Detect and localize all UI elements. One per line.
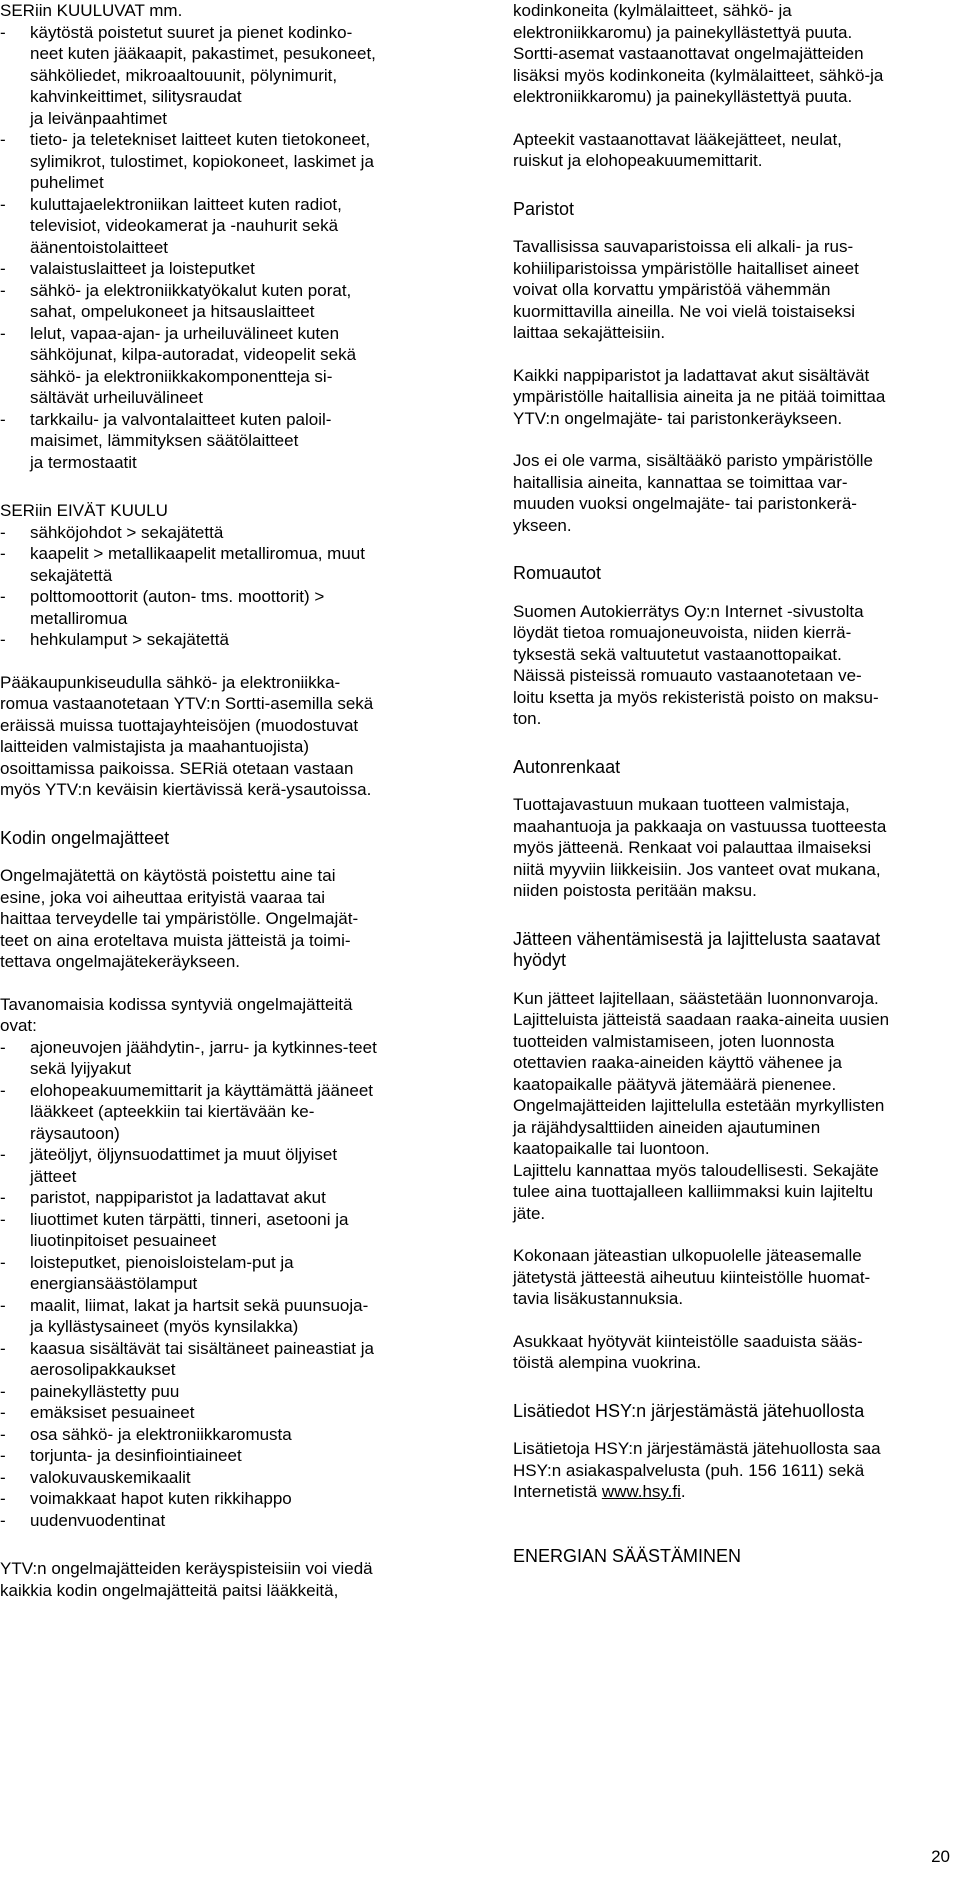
list-item-line: kahvinkeittimet, silitysraudat <box>30 87 242 106</box>
kodin-line: Ongelmajätettä on käytöstä poistettu aine tai <box>0 866 336 885</box>
list-item-text <box>30 280 440 323</box>
list-item-text <box>30 1252 440 1295</box>
top-line: Sortti-asemat vastaanottavat ongelmajätteiden <box>513 44 864 63</box>
dash-bullet: - <box>0 1446 6 1465</box>
list-item-line: ja termostaatit <box>30 452 137 472</box>
kodin-paragraph <box>0 865 440 973</box>
list-item-line: uudenvuodentinat <box>30 1510 166 1530</box>
kodin-line: haittaa terveydelle tai ympäristölle. Ongelmajät- <box>0 909 359 928</box>
list-item <box>0 323 440 409</box>
romuautot-paragraph <box>513 601 945 730</box>
kodin-line: esine, joka voi aiheuttaa erityistä vaaraa tai <box>0 887 326 907</box>
list-item <box>0 258 440 280</box>
dash-bullet: - <box>0 323 6 343</box>
list-item-text <box>30 1338 440 1381</box>
ser-eivat-title: SERiin EIVÄT KUULU <box>0 501 168 520</box>
autonrenkaat-line: niitä myyviin liikkeisiin. Jos vanteet ovat mukana, <box>513 859 881 879</box>
list-item <box>0 409 440 474</box>
paristot2-line: YTV:n ongelmajäte- tai paristonkeräykseen. <box>513 408 843 428</box>
paristot-paragraph-1 <box>513 236 945 344</box>
list-item-text <box>30 1424 440 1446</box>
list-item-text <box>30 1144 440 1187</box>
vahentaminen1-line: kaatopaikalle tai luontoon. <box>513 1139 710 1158</box>
list-item-line: tieto- ja teletekniset laitteet kuten tietokoneet, <box>30 130 371 149</box>
dash-bullet: - <box>0 280 6 300</box>
vahentaminen1-line: otettavien raaka-aineiden käyttö vähenee ja <box>513 1053 842 1072</box>
hsy-website-link[interactable]: www.hsy.fi <box>601 1482 681 1501</box>
list-item <box>0 129 440 194</box>
dash-bullet: - <box>0 1510 6 1530</box>
vahentaminen2-line: tavia lisäkustannuksia. <box>513 1289 684 1308</box>
paakaupunki-line: romua vastaanotetaan YTV:n Sortti-asemilla sekä <box>0 694 374 713</box>
list-item <box>0 1488 440 1510</box>
paristot1-line: laittaa sekajätteisiin. <box>513 323 666 342</box>
tavanomaisia-intro <box>0 994 440 1037</box>
list-item-text <box>30 1295 440 1338</box>
vahentaminen-paragraph-2 <box>513 1245 945 1310</box>
list-item-text <box>30 629 440 651</box>
list-item-text <box>30 1510 440 1532</box>
dash-bullet: - <box>0 522 6 542</box>
list-item-text <box>30 194 440 259</box>
list-item-line: sekajätettä <box>30 565 113 585</box>
paristot3-line: ykseen. <box>513 515 572 535</box>
autonrenkaat-line: Tuottajavastuun mukaan tuotteen valmistaja, <box>513 795 850 814</box>
list-item-line: sähköjohdot > sekajätettä <box>30 522 224 542</box>
lisatiedot-paragraph <box>513 1438 945 1481</box>
apteekit-paragraph <box>513 129 945 172</box>
left-column <box>0 0 440 1601</box>
list-item-line: sähköliedet, mikroaaltouunit, pölynimurit, <box>30 65 338 85</box>
vahentaminen-heading-line: hyödyt <box>513 950 567 970</box>
list-item-text <box>30 22 440 130</box>
vahentaminen-heading <box>513 929 945 972</box>
paristot-paragraph-3 <box>513 450 945 536</box>
dash-bullet: - <box>0 630 6 649</box>
list-item-line: käytöstä poistetut suuret ja pienet kodinko- <box>30 22 353 42</box>
paristot3-line: muuden vuoksi ongelmajäte- tai paristonkerä- <box>513 494 857 513</box>
kodin-line: tettava ongelmajätekeräykseen. <box>0 952 241 971</box>
dash-bullet: - <box>0 409 6 429</box>
vahentaminen-heading-line: Jätteen vähentämisestä ja lajittelusta saatavat <box>513 928 881 949</box>
vahentaminen1-line: Kun jätteet lajitellaan, säästetään luonnonvaroja. <box>513 988 879 1008</box>
list-item-line: kaasua sisältävät tai sisältäneet paineastiat ja <box>30 1338 374 1358</box>
list-item-line: liuottimet kuten tärpätti, tinneri, asetooni ja <box>30 1209 349 1229</box>
bottom-paragraph <box>0 1558 440 1601</box>
list-item-line: tarkkailu- ja valvontalaitteet kuten paloil- <box>30 409 332 429</box>
list-item-line: paristot, nappiparistot ja ladattavat akut <box>30 1188 326 1207</box>
list-item-line: jätteet <box>30 1166 77 1186</box>
list-item-line: televisiot, videokamerat ja -nauhurit sekä <box>30 216 339 235</box>
dash-bullet: - <box>0 1403 6 1422</box>
lisatiedot-line: Lisätietoja HSY:n järjestämästä jätehuollosta saa <box>513 1439 881 1458</box>
list-item <box>0 1381 440 1403</box>
vahentaminen1-line: tuotteiden valmistamiseen, joten luonnosta <box>513 1031 835 1051</box>
list-item-text <box>30 1488 440 1510</box>
romuautot-line: löydät tietoa romuajoneuvoista, niiden kierrä- <box>513 623 852 642</box>
list-item <box>0 1252 440 1295</box>
vahentaminen-paragraph-1 <box>513 988 945 1225</box>
list-item-line: ja kyllästysaineet (myös kynsilakka) <box>30 1317 299 1336</box>
list-item <box>0 1187 440 1209</box>
kodin-line: teet on aina eroteltava muista jätteistä ja toimi- <box>0 930 351 950</box>
list-item-line: sekä lyijyakut <box>30 1059 132 1078</box>
list-item <box>0 1037 440 1080</box>
lisatiedot-prefix: Internetistä <box>513 1482 602 1501</box>
list-item <box>0 1295 440 1338</box>
vahentaminen1-line: jäte. <box>513 1203 546 1223</box>
ser-eivat-list <box>0 522 440 651</box>
paristot1-line: kuormittavilla aineilla. Ne voi vielä toistaiseksi <box>513 301 856 321</box>
bottom-line: YTV:n ongelmajätteiden keräyspisteisiin voi viedä <box>0 1559 373 1578</box>
dash-bullet: - <box>0 587 6 606</box>
list-item-line: neet kuten jääkaapit, pakastimet, pesukoneet, <box>30 44 376 63</box>
lisatiedot-line: HSY:n asiakaspalvelusta (puh. 156 1611) sekä <box>513 1460 865 1480</box>
list-item-text <box>30 522 440 544</box>
list-item-text <box>30 1402 440 1424</box>
vahentaminen1-line: kaatopaikalle päätyvä jätemäärä pienenee. <box>513 1074 837 1094</box>
right-column <box>513 0 945 1567</box>
autonrenkaat-heading: Autonrenkaat <box>513 756 621 777</box>
list-item-line: sältävät urheiluvälineet <box>30 388 203 407</box>
list-item <box>0 280 440 323</box>
romuautot-line: ton. <box>513 709 542 728</box>
paakaupunki-line: osoittamissa paikoissa. SERiä otetaan vastaan <box>0 758 354 778</box>
list-item-line: loisteputket, pienoisloistelam-put ja <box>30 1252 294 1272</box>
ser-items-list <box>0 22 440 474</box>
dash-bullet: - <box>0 259 6 278</box>
list-item-text <box>30 1209 440 1252</box>
vahentaminen3-line: töistä alempina vuokrina. <box>513 1353 702 1372</box>
list-item-text <box>30 1080 440 1145</box>
paristot2-line: Kaikki nappiparistot ja ladattavat akut sisältävät <box>513 365 870 385</box>
vahentaminen1-line: Ongelmajätteiden lajittelulla estetään myrkyllisten <box>513 1096 885 1115</box>
list-item-line: sähkö- ja elektroniikkatyökalut kuten porat, <box>30 280 352 300</box>
list-item-text <box>30 1037 440 1080</box>
tavanomaisia-line: ovat: <box>0 1016 37 1035</box>
list-item-line: jäteöljyt, öljynsuodattimet ja muut öljyiset <box>30 1145 338 1164</box>
top-line: kodinkoneita (kylmälaitteet, sähkö- ja <box>513 1 792 20</box>
dash-bullet: - <box>0 22 6 42</box>
vahentaminen1-line: Lajittelu kannattaa myös taloudellisesti. Sekajäte <box>513 1160 879 1180</box>
autonrenkaat-paragraph <box>513 794 945 902</box>
list-item-line: maalit, liimat, lakat ja hartsit sekä puunsuoja- <box>30 1295 369 1315</box>
ser-kuuluvat-title: SERiin KUULUVAT mm. <box>0 1 183 20</box>
dash-bullet: - <box>0 1467 6 1487</box>
list-item-line: aerosolipakkaukset <box>30 1360 176 1379</box>
list-item-line: osa sähkö- ja elektroniikkaromusta <box>30 1424 292 1444</box>
romuautot-line: Suomen Autokierrätys Oy:n Internet -sivustolta <box>513 601 864 621</box>
ongelma-list <box>0 1037 440 1532</box>
list-item <box>0 194 440 259</box>
vahentaminen2-line: jätetystä jätteestä aiheutuu kiinteistölle huomat- <box>513 1267 871 1287</box>
list-item-line: räysautoon) <box>30 1123 120 1143</box>
autonrenkaat-line: maahantuoja ja pakkaaja on vastuussa tuotteesta <box>513 816 887 836</box>
dash-bullet: - <box>0 1037 6 1057</box>
dash-bullet: - <box>0 1338 6 1358</box>
dash-bullet: - <box>0 194 6 214</box>
energia-heading: ENERGIAN SÄÄSTÄMINEN <box>513 1545 742 1566</box>
paakaupunki-line: eräissä muissa tuottajayhteisöjen (muodostuvat <box>0 715 359 735</box>
paristot3-line: Jos ei ole varma, sisältääkö paristo ympäristölle <box>513 451 873 470</box>
paristot1-line: kohiiliparistoissa ympäristölle haitalliset aineet <box>513 258 859 278</box>
dash-bullet: - <box>0 130 6 149</box>
paristot1-line: voivat olla korvattu ympäristöä vähemmän <box>513 280 831 299</box>
list-item <box>0 1510 440 1532</box>
paristot-paragraph-2 <box>513 365 945 430</box>
list-item <box>0 586 440 629</box>
list-item <box>0 543 440 586</box>
tavanomaisia-line: Tavanomaisia kodissa syntyviä ongelmajätteitä <box>0 994 353 1014</box>
paakaupunki-paragraph <box>0 672 440 801</box>
list-item-text <box>30 543 440 586</box>
list-item-line: maisimet, lämmityksen säätölaitteet <box>30 431 299 450</box>
romuautot-line: loitu ksetta ja myös rekisteristä poisto on maksu- <box>513 687 879 707</box>
dash-bullet: - <box>0 1145 6 1164</box>
vahentaminen2-line: Kokonaan jäteastian ulkopuolelle jäteasemalle <box>513 1246 862 1265</box>
dash-bullet: - <box>0 1381 6 1401</box>
list-item-line: valokuvauskemikaalit <box>30 1467 191 1487</box>
list-item-line: painekyllästetty puu <box>30 1381 180 1401</box>
paakaupunki-line: Pääkaupunkiseudulla sähkö- ja elektroniikka- <box>0 672 341 692</box>
list-item-text <box>30 586 440 629</box>
list-item-line: äänentoistolaitteet <box>30 237 168 257</box>
autonrenkaat-line: myös jätteenä. Renkaat voi palauttaa ilmaiseksi <box>513 838 872 857</box>
list-item-line: torjunta- ja desinfiointiaineet <box>30 1446 242 1465</box>
list-item-text <box>30 1381 440 1403</box>
lisatiedot-last-line <box>513 1481 945 1503</box>
paristot-heading: Paristot <box>513 198 575 219</box>
list-item <box>0 1338 440 1381</box>
bottom-line: kaikkia kodin ongelmajätteitä paitsi lääkkeitä, <box>0 1580 339 1600</box>
list-item-line: kuluttajaelektroniikan laitteet kuten radiot, <box>30 194 342 214</box>
dash-bullet: - <box>0 1209 6 1229</box>
paristot2-line: ympäristölle haitallisia aineita ja ne pitää toimittaa <box>513 387 886 406</box>
vahentaminen3-line: Asukkaat hyötyvät kiinteistölle saaduista sääs- <box>513 1331 863 1351</box>
list-item <box>0 22 440 130</box>
list-item-line: hehkulamput > sekajätettä <box>30 630 229 649</box>
list-item-text <box>30 1187 440 1209</box>
vahentaminen1-line: tulee aina tuottajalleen kalliimmaksi kuin lajiteltu <box>513 1182 874 1201</box>
list-item <box>0 522 440 544</box>
list-item <box>0 1144 440 1187</box>
list-item-text <box>30 258 440 280</box>
lisatiedot-heading: Lisätiedot HSY:n järjestämästä jätehuollosta <box>513 1400 865 1421</box>
list-item-line: kaapelit > metallikaapelit metalliromua, muut <box>30 544 365 563</box>
dash-bullet: - <box>0 544 6 563</box>
list-item-line: sahat, ompelukoneet ja hitsauslaitteet <box>30 302 315 321</box>
paristot1-line: Tavallisissa sauvaparistoissa eli alkali- ja rus- <box>513 237 854 256</box>
list-item-line: puhelimet <box>30 173 104 192</box>
list-item-line: ajoneuvojen jäähdytin-, jarru- ja kytkinnes-teet <box>30 1037 377 1057</box>
list-item <box>0 1445 440 1467</box>
top-line: elektroniikkaromu) ja painekyllästettyä puuta. <box>513 87 853 106</box>
paristot3-line: haitallisia aineita, kannattaa se toimittaa var- <box>513 472 848 492</box>
list-item-line: elohopeakuumemittarit ja käyttämättä jääneet <box>30 1080 374 1100</box>
list-item-text <box>30 409 440 474</box>
list-item-text <box>30 129 440 194</box>
vahentaminen1-line: ja räjähdysalttiiden aineiden ajautuminen <box>513 1117 821 1137</box>
top-paragraph <box>513 0 945 108</box>
vahentaminen1-line: Lajitteluista jätteistä saadaan raaka-aineita uusien <box>513 1010 890 1029</box>
dash-bullet: - <box>0 1489 6 1508</box>
list-item-line: sähkö- ja elektroniikkakomponentteja si- <box>30 366 333 386</box>
dash-bullet: - <box>0 1080 6 1100</box>
dash-bullet: - <box>0 1252 6 1272</box>
paakaupunki-line: myös YTV:n keväisin kiertävissä kerä-ysautoissa. <box>0 780 372 799</box>
list-item-line: emäksiset pesuaineet <box>30 1403 195 1422</box>
list-item <box>0 1080 440 1145</box>
list-item-text <box>30 1445 440 1467</box>
list-item-line: valaistuslaitteet ja loisteputket <box>30 259 255 278</box>
dash-bullet: - <box>0 1295 6 1315</box>
autonrenkaat-line: niiden poistosta peritään maksu. <box>513 881 757 900</box>
apteekit-line: Apteekit vastaanottavat lääkejätteet, neulat, <box>513 129 842 149</box>
list-item <box>0 1209 440 1252</box>
dash-bullet: - <box>0 1424 6 1444</box>
list-item-line: energiansäästölamput <box>30 1274 198 1293</box>
romuautot-heading: Romuautot <box>513 563 602 583</box>
list-item <box>0 629 440 651</box>
list-item <box>0 1467 440 1489</box>
list-item-line: metalliromua <box>30 608 128 628</box>
paakaupunki-line: laitteiden valmistajista ja maahantuojista) <box>0 737 309 756</box>
list-item-line: ja leivänpaahtimet <box>30 108 168 128</box>
apteekit-line: ruiskut ja elohopeakuumemittarit. <box>513 151 763 170</box>
top-line: elektroniikkaromu) ja painekyllästettyä puuta. <box>513 22 853 42</box>
page-number: 20 <box>931 1847 950 1866</box>
top-line: lisäksi myös kodinkoneita (kylmälaitteet, sähkö-ja <box>513 65 884 85</box>
list-item-line: polttomoottorit (auton- tms. moottorit) > <box>30 587 325 606</box>
romuautot-line: tyksestä sekä valtuutetut vastaanottopaikat. <box>513 644 842 664</box>
vahentaminen-paragraph-3 <box>513 1331 945 1374</box>
list-item <box>0 1402 440 1424</box>
kodin-heading: Kodin ongelmajätteet <box>0 827 170 848</box>
list-item-line: lääkkeet (apteekkiin tai kiertävään ke- <box>30 1102 315 1121</box>
list-item-line: lelut, vapaa-ajan- ja urheiluvälineet kuten <box>30 323 340 343</box>
list-item-line: liuotinpitoiset pesuaineet <box>30 1231 217 1250</box>
lisatiedot-suffix: . <box>680 1482 686 1501</box>
list-item-text <box>30 323 440 409</box>
romuautot-line: Näissä pisteissä romuauto vastaanotetaan ve- <box>513 666 862 685</box>
dash-bullet: - <box>0 1188 6 1207</box>
list-item-line: sylimikrot, tulostimet, kopiokoneet, laskimet ja <box>30 151 374 171</box>
list-item-line: sähköjunat, kilpa-autoradat, videopelit sekä <box>30 345 357 364</box>
list-item-line: voimakkaat hapot kuten rikkihappo <box>30 1489 292 1508</box>
list-item-text <box>30 1467 440 1489</box>
list-item <box>0 1424 440 1446</box>
